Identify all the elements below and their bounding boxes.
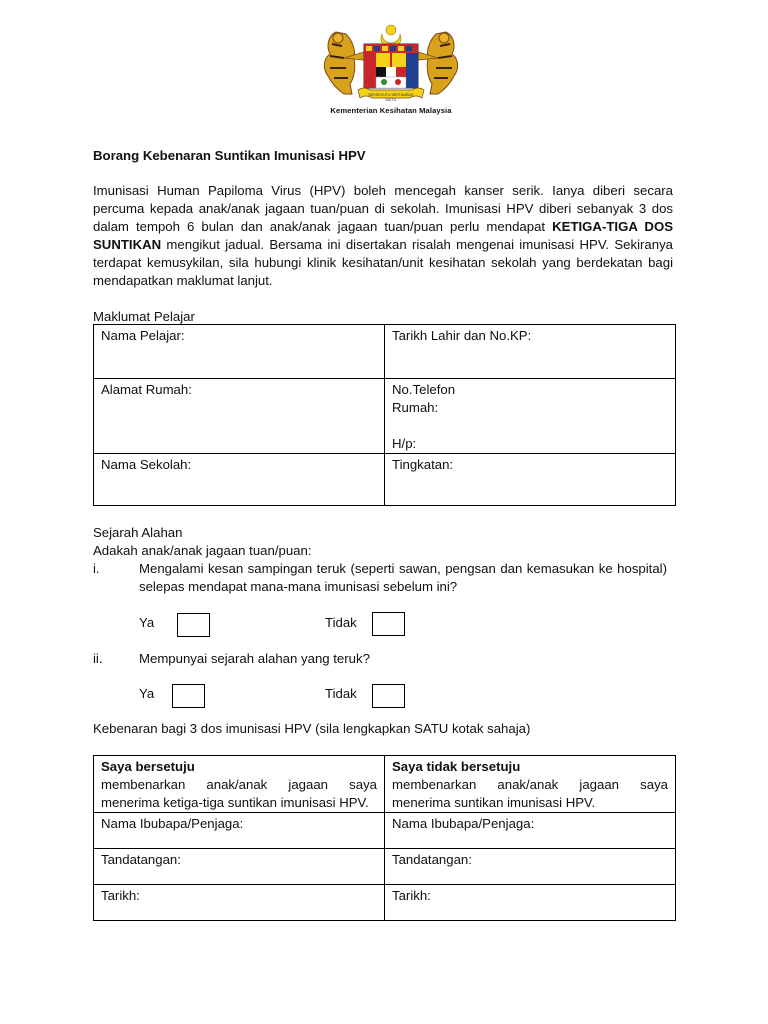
grade-label: Tingkatan: — [392, 457, 454, 472]
mobile-phone-label: H/p: — [392, 436, 417, 451]
disagree-parent-name-cell[interactable] — [385, 813, 676, 849]
item-2-yes-checkbox[interactable] — [172, 684, 205, 708]
item-2-yes-label: Ya — [139, 686, 155, 701]
item-1-text: Mengalami kesan sampingan teruk (seperti sawan, pengsan dan kemasukan ke hospital) selepas mendapat mana-mana imunisasi sebelum ini? — [139, 561, 667, 594]
intro-paragraph — [93, 182, 673, 290]
agree-option-cell[interactable] — [94, 756, 385, 813]
ministry-name: Kementerian Kesihatan Malaysia — [330, 106, 452, 115]
allergy-heading: Sejarah Alahan — [93, 525, 183, 540]
right-tiger-icon — [418, 32, 458, 94]
left-tiger-icon — [324, 32, 364, 94]
agree-signature-cell[interactable] — [94, 849, 385, 885]
intro-emphasis: KETIGA-TIGA DOS SUNTIKAN — [93, 219, 673, 252]
student-info-heading: Maklumat Pelajar — [93, 309, 195, 324]
agree-date-label: Tarikh: — [101, 888, 140, 903]
home-address-cell[interactable] — [94, 379, 385, 454]
agree-parent-name-label: Nama Ibubapa/Penjaga: — [101, 816, 244, 831]
grade-cell[interactable] — [385, 454, 676, 506]
student-name-label: Nama Pelajar: — [101, 328, 185, 343]
motto-text: BERSEKUTU BERTAMBAH MUTU — [368, 93, 414, 102]
item-2-no-checkbox[interactable] — [372, 684, 405, 708]
item-2-number: ii. — [93, 651, 103, 666]
item-1-number: i. — [93, 561, 100, 576]
agree-statement — [101, 758, 377, 812]
intro-text-part1: Imunisasi Human Papiloma Virus (HPV) boleh mencegah kanser serik. Ianya diberi secara percuma kepada anak/anak jagaan tuan/puan di sekolah. Imunisasi HPV diberi sebanyak 3 dos dalam tempoh 6 bulan dan anak/anak jagaan tuan/puan perlu mendapat — [93, 183, 673, 234]
shield-icon — [364, 44, 418, 88]
agree-text: membenarkan anak/anak jagaan saya menerima ketiga-tiga suntikan imunisasi HPV. — [101, 777, 377, 810]
student-info-table — [93, 324, 676, 506]
disagree-option-cell[interactable] — [385, 756, 676, 813]
item-2-no-label: Tidak — [325, 686, 357, 701]
agree-bold: Saya bersetuju — [101, 759, 195, 774]
consent-heading: Kebenaran bagi 3 dos imunisasi HPV (sila lengkapkan SATU kotak sahaja) — [93, 721, 531, 736]
dob-ic-cell[interactable] — [385, 325, 676, 379]
home-phone-label: Rumah: — [392, 400, 439, 415]
consent-table — [93, 755, 676, 921]
home-address-label: Alamat Rumah: — [101, 382, 192, 397]
agree-signature-label: Tandatangan: — [101, 852, 181, 867]
agree-parent-name-cell[interactable] — [94, 813, 385, 849]
disagree-bold: Saya tidak bersetuju — [392, 759, 521, 774]
dob-ic-label: Tarikh Lahir dan No.KP: — [392, 328, 532, 343]
coat-of-arms-logo — [318, 22, 464, 120]
disagree-signature-label: Tandatangan: — [392, 852, 472, 867]
item-1-yes-checkbox[interactable] — [177, 613, 210, 637]
item-1-no-label: Tidak — [325, 615, 357, 630]
intro-text-part2: mengikut jadual. Bersama ini disertakan risalah mengenai imunisasi HPV. Sekiranya terdapat kemusykilan, sila hubungi klinik kesihatan/unit kesihatan sekolah yang berdekatan bagi mendapatkan maklumat lanjut. — [93, 237, 673, 288]
student-name-cell[interactable] — [94, 325, 385, 379]
disagree-date-cell[interactable] — [385, 885, 676, 921]
school-name-label: Nama Sekolah: — [101, 457, 192, 472]
allergy-question: Adakah anak/anak jagaan tuan/puan: — [93, 543, 312, 558]
disagree-parent-name-label: Nama Ibubapa/Penjaga: — [392, 816, 535, 831]
item-1-no-checkbox[interactable] — [372, 612, 405, 636]
form-title: Borang Kebenaran Suntikan Imunisasi HPV — [93, 148, 366, 163]
item-1-yes-label: Ya — [139, 615, 155, 630]
agree-date-cell[interactable] — [94, 885, 385, 921]
disagree-statement — [392, 758, 668, 812]
disagree-date-label: Tarikh: — [392, 888, 431, 903]
school-name-cell[interactable] — [94, 454, 385, 506]
disagree-text: membenarkan anak/anak jagaan saya menerima suntikan imunisasi HPV. — [392, 777, 668, 810]
item-2-text: Mempunyai sejarah alahan yang teruk? — [139, 651, 370, 666]
disagree-signature-cell[interactable] — [385, 849, 676, 885]
phone-label: No.Telefon — [392, 382, 456, 397]
phone-cell[interactable] — [385, 379, 676, 454]
